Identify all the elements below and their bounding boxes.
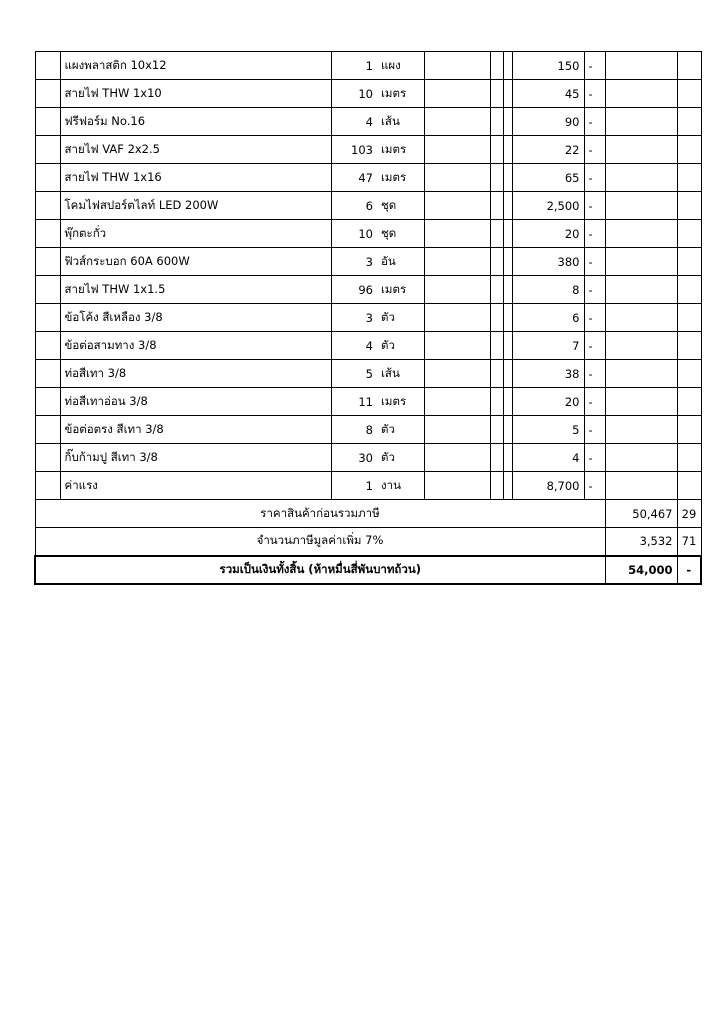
empty-cell (605, 304, 677, 332)
item-qty: 4 (331, 332, 377, 360)
empty-cell (490, 472, 503, 500)
empty-cell (503, 136, 512, 164)
empty-cell (490, 164, 503, 192)
item-unit: เมตร (377, 164, 424, 192)
index-cell (35, 304, 60, 332)
item-price: 8,700 (512, 472, 584, 500)
item-unit: ตัว (377, 304, 424, 332)
item-rows (35, 52, 701, 500)
empty-cell (677, 304, 701, 332)
empty-cell (503, 276, 512, 304)
total-row (35, 556, 701, 584)
item-name: สายไฟ VAF 2x2.5 (60, 136, 331, 164)
item-name: สายไฟ THW 1x10 (60, 80, 331, 108)
empty-cell (424, 444, 490, 472)
empty-cell (605, 192, 677, 220)
table-row (35, 248, 701, 276)
item-qty: 96 (331, 276, 377, 304)
item-price: 20 (512, 220, 584, 248)
item-price: 4 (512, 444, 584, 472)
item-price: 2,500 (512, 192, 584, 220)
item-name: ฟรีฟอร์ม No.16 (60, 108, 331, 136)
empty-cell (677, 164, 701, 192)
empty-cell (503, 472, 512, 500)
empty-cell (490, 192, 503, 220)
index-cell (35, 192, 60, 220)
item-unit: ตัว (377, 444, 424, 472)
item-qty: 11 (331, 388, 377, 416)
empty-cell (424, 332, 490, 360)
empty-cell (490, 360, 503, 388)
item-unit: อัน (377, 248, 424, 276)
empty-cell (677, 416, 701, 444)
item-unit: เมตร (377, 136, 424, 164)
item-name: ท่อสีเทา 3/8 (60, 360, 331, 388)
empty-cell (677, 388, 701, 416)
item-price: 65 (512, 164, 584, 192)
subtotal-label: ราคาสินค้าก่อนรวมภาษี (35, 500, 605, 528)
vat-baht: 3,532 (605, 528, 677, 556)
item-name: ข้อโค้ง สีเหลือง 3/8 (60, 304, 331, 332)
index-cell (35, 388, 60, 416)
empty-cell (605, 164, 677, 192)
item-satang: - (584, 248, 605, 276)
empty-cell (605, 248, 677, 276)
total-satang: - (677, 556, 701, 584)
empty-cell (677, 220, 701, 248)
table-row (35, 472, 701, 500)
item-qty: 10 (331, 220, 377, 248)
item-price: 45 (512, 80, 584, 108)
index-cell (35, 248, 60, 276)
table-row (35, 388, 701, 416)
empty-cell (490, 416, 503, 444)
empty-cell (490, 276, 503, 304)
empty-cell (677, 472, 701, 500)
empty-cell (605, 416, 677, 444)
empty-cell (503, 360, 512, 388)
total-baht: 54,000 (605, 556, 677, 584)
index-cell (35, 136, 60, 164)
item-qty: 6 (331, 192, 377, 220)
item-unit: ตัว (377, 416, 424, 444)
empty-cell (424, 80, 490, 108)
empty-cell (605, 444, 677, 472)
item-satang: - (584, 80, 605, 108)
empty-cell (677, 52, 701, 80)
item-unit: เมตร (377, 276, 424, 304)
empty-cell (605, 276, 677, 304)
empty-cell (503, 164, 512, 192)
empty-cell (490, 52, 503, 80)
table-row (35, 80, 701, 108)
empty-cell (677, 80, 701, 108)
item-qty: 8 (331, 416, 377, 444)
empty-cell (605, 388, 677, 416)
item-name: สายไฟ THW 1x1.5 (60, 276, 331, 304)
item-satang: - (584, 304, 605, 332)
empty-cell (503, 248, 512, 276)
table-row (35, 220, 701, 248)
empty-cell (677, 248, 701, 276)
vat-satang: 71 (677, 528, 701, 556)
item-qty: 1 (331, 52, 377, 80)
empty-cell (490, 220, 503, 248)
table-row (35, 304, 701, 332)
table-row (35, 108, 701, 136)
empty-cell (490, 332, 503, 360)
table-row (35, 52, 701, 80)
empty-cell (605, 136, 677, 164)
empty-cell (490, 248, 503, 276)
empty-cell (424, 276, 490, 304)
item-satang: - (584, 388, 605, 416)
item-satang: - (584, 416, 605, 444)
index-cell (35, 80, 60, 108)
item-unit: ชุด (377, 192, 424, 220)
item-name: ค่าแรง (60, 472, 331, 500)
empty-cell (490, 304, 503, 332)
vat-label: จำนวนภาษีมูลค่าเพิ่ม 7% (35, 528, 605, 556)
vat-row (35, 528, 701, 556)
item-name: ท่อสีเทาอ่อน 3/8 (60, 388, 331, 416)
empty-cell (490, 444, 503, 472)
empty-cell (424, 388, 490, 416)
index-cell (35, 416, 60, 444)
subtotal-row (35, 500, 701, 528)
item-unit: เมตร (377, 388, 424, 416)
item-unit: ชุด (377, 220, 424, 248)
empty-cell (424, 304, 490, 332)
index-cell (35, 220, 60, 248)
empty-cell (424, 416, 490, 444)
empty-cell (677, 192, 701, 220)
item-qty: 3 (331, 248, 377, 276)
empty-cell (424, 360, 490, 388)
empty-cell (503, 220, 512, 248)
empty-cell (503, 80, 512, 108)
item-name: พุ๊กตะกั่ว (60, 220, 331, 248)
empty-cell (503, 192, 512, 220)
item-satang: - (584, 360, 605, 388)
item-price: 380 (512, 248, 584, 276)
empty-cell (490, 80, 503, 108)
empty-cell (605, 360, 677, 388)
table-row (35, 360, 701, 388)
item-unit: เส้น (377, 108, 424, 136)
item-satang: - (584, 52, 605, 80)
item-satang: - (584, 164, 605, 192)
item-satang: - (584, 220, 605, 248)
empty-cell (424, 52, 490, 80)
empty-cell (490, 108, 503, 136)
item-satang: - (584, 444, 605, 472)
empty-cell (503, 52, 512, 80)
item-unit: ตัว (377, 332, 424, 360)
table-row (35, 444, 701, 472)
empty-cell (677, 332, 701, 360)
empty-cell (677, 276, 701, 304)
item-unit: เมตร (377, 80, 424, 108)
empty-cell (677, 136, 701, 164)
empty-cell (605, 52, 677, 80)
empty-cell (503, 332, 512, 360)
item-price: 150 (512, 52, 584, 80)
item-name: ข้อต่อสามทาง 3/8 (60, 332, 331, 360)
item-name: กิ๊บก้ามปู สีเทา 3/8 (60, 444, 331, 472)
item-qty: 10 (331, 80, 377, 108)
index-cell (35, 52, 60, 80)
invoice-table (34, 51, 702, 585)
item-price: 20 (512, 388, 584, 416)
table-row (35, 332, 701, 360)
subtotal-satang: 29 (677, 500, 701, 528)
empty-cell (503, 388, 512, 416)
empty-cell (424, 472, 490, 500)
index-cell (35, 472, 60, 500)
item-qty: 3 (331, 304, 377, 332)
empty-cell (605, 220, 677, 248)
empty-cell (424, 220, 490, 248)
item-price: 90 (512, 108, 584, 136)
item-unit: งาน (377, 472, 424, 500)
item-qty: 30 (331, 444, 377, 472)
empty-cell (503, 304, 512, 332)
empty-cell (605, 80, 677, 108)
item-satang: - (584, 108, 605, 136)
subtotal-baht: 50,467 (605, 500, 677, 528)
item-satang: - (584, 472, 605, 500)
item-name: โคมไฟสปอร์ตไลท์ LED 200W (60, 192, 331, 220)
item-unit: เส้น (377, 360, 424, 388)
table-row (35, 416, 701, 444)
empty-cell (503, 416, 512, 444)
item-price: 7 (512, 332, 584, 360)
item-qty: 103 (331, 136, 377, 164)
item-satang: - (584, 192, 605, 220)
empty-cell (677, 360, 701, 388)
empty-cell (605, 472, 677, 500)
item-qty: 4 (331, 108, 377, 136)
empty-cell (424, 164, 490, 192)
item-satang: - (584, 136, 605, 164)
table-row (35, 164, 701, 192)
index-cell (35, 164, 60, 192)
empty-cell (677, 108, 701, 136)
item-name: ข้อต่อตรง สีเทา 3/8 (60, 416, 331, 444)
index-cell (35, 332, 60, 360)
index-cell (35, 276, 60, 304)
empty-cell (424, 248, 490, 276)
empty-cell (503, 108, 512, 136)
item-qty: 47 (331, 164, 377, 192)
empty-cell (503, 444, 512, 472)
item-name: ฟิวส์กระบอก 60A 600W (60, 248, 331, 276)
item-price: 8 (512, 276, 584, 304)
empty-cell (605, 332, 677, 360)
item-qty: 1 (331, 472, 377, 500)
empty-cell (490, 136, 503, 164)
table-row (35, 276, 701, 304)
empty-cell (424, 108, 490, 136)
total-label: รวมเป็นเงินทั้งสิ้น (ห้าหมื่นสี่พันบาทถ้วน) (35, 556, 605, 584)
table-row (35, 192, 701, 220)
empty-cell (677, 444, 701, 472)
item-price: 22 (512, 136, 584, 164)
item-price: 6 (512, 304, 584, 332)
empty-cell (424, 192, 490, 220)
item-price: 38 (512, 360, 584, 388)
item-satang: - (584, 332, 605, 360)
item-satang: - (584, 276, 605, 304)
item-name: แผงพลาสติก 10x12 (60, 52, 331, 80)
empty-cell (490, 388, 503, 416)
index-cell (35, 108, 60, 136)
item-name: สายไฟ THW 1x16 (60, 164, 331, 192)
item-unit: แผง (377, 52, 424, 80)
item-price: 5 (512, 416, 584, 444)
index-cell (35, 444, 60, 472)
empty-cell (424, 136, 490, 164)
empty-cell (605, 108, 677, 136)
item-qty: 5 (331, 360, 377, 388)
index-cell (35, 360, 60, 388)
table-row (35, 136, 701, 164)
